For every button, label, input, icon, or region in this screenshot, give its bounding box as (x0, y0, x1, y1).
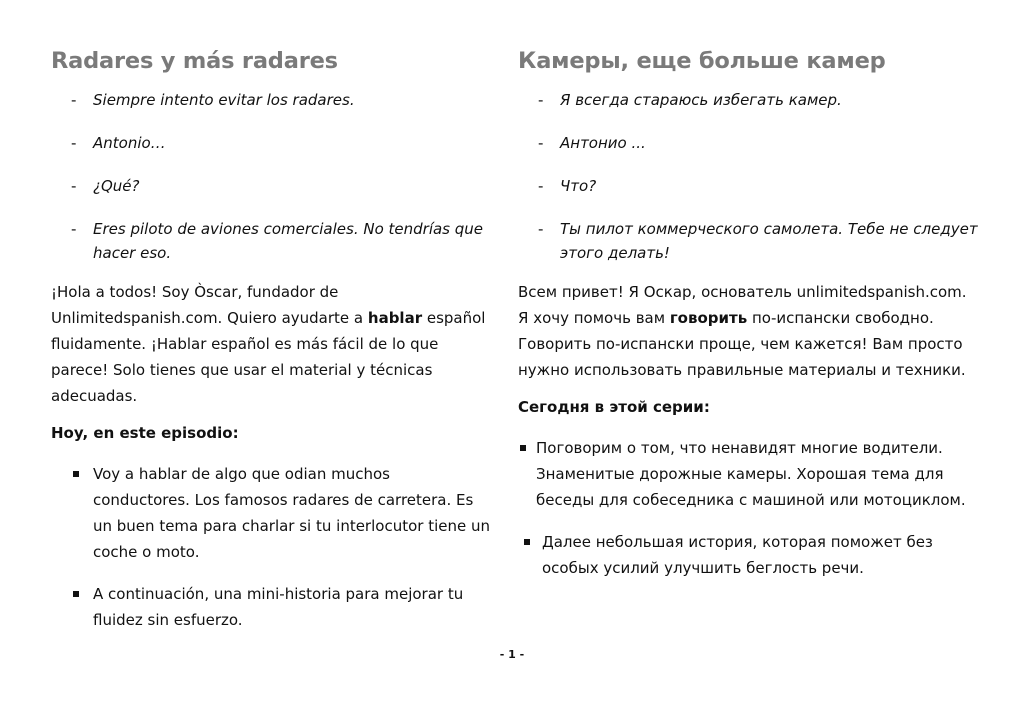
russian-subheading: Сегодня в этой серии: (518, 398, 710, 416)
russian-column (518, 46, 978, 597)
bold-word: говорить (669, 309, 748, 327)
square-bullet-icon (73, 591, 79, 597)
spanish-intro: ¡Hola a todos! Soy Òscar, fundador de Unlimitedspanish.com. Quiero ayudarte a hablar español fluidamente. ¡Hablar español es más fácil de lo que parece! Solo tienes que usar el material y técnicas adecuadas. (51, 283, 486, 405)
spanish-bullets (51, 461, 491, 633)
spanish-dialog (51, 88, 491, 265)
bullet-item: Далее небольшая история, которая поможет без особых усилий улучшить беглость речи. (518, 529, 978, 581)
bullet-item: A continuación, una mini-historia para mejorar tu fluidez sin esfuerzo. (51, 581, 491, 633)
spanish-title: Radares y más radares (51, 48, 338, 74)
dialog-line: - Антонио ... (518, 131, 978, 155)
dash-marker: - (71, 134, 77, 152)
russian-title: Камеры, еще больше камер (518, 48, 886, 74)
square-bullet-icon (73, 471, 79, 477)
dash-marker: - (538, 177, 544, 195)
dash-marker: - (538, 134, 544, 152)
russian-dialog (518, 88, 978, 265)
dialog-line: - ¿Qué? (51, 174, 491, 198)
square-bullet-icon (520, 445, 526, 451)
page-number: - 1 - (499, 648, 525, 661)
dash-marker: - (538, 91, 544, 109)
dialog-line: - Siempre intento evitar los radares. (51, 88, 491, 112)
russian-intro: Всем привет! Я Оскар, основатель unlimitedspanish.com. Я хочу помочь вам говорить по-испански свободно. Говорить по-испански проще, чем кажется! Вам просто нужно использовать правильные материалы и техники. (518, 283, 967, 379)
bullet-item: Поговорим о том, что ненавидят многие водители. Знаменитые дорожные камеры. Хорошая тема для беседы для собеседника с машиной или мотоциклом. (518, 435, 978, 513)
dash-marker: - (71, 91, 77, 109)
dialog-line: - Antonio… (51, 131, 491, 155)
dialog-line: - Eres piloto de aviones comerciales. No tendrías que hacer eso. (51, 217, 491, 265)
dialog-line: - Ты пилот коммерческого самолета. Тебе не следует этого делать! (518, 217, 978, 265)
bold-word: hablar (367, 309, 423, 327)
dash-marker: - (71, 220, 77, 238)
dialog-line: - Я всегда стараюсь избегать камер. (518, 88, 978, 112)
dash-marker: - (538, 220, 544, 238)
spanish-subheading: Hoy, en este episodio: (51, 424, 239, 442)
square-bullet-icon (524, 539, 530, 545)
dialog-line: - Что? (518, 174, 978, 198)
russian-bullets (518, 435, 978, 581)
bullet-item: Voy a hablar de algo que odian muchos conductores. Los famosos radares de carretera. Es un buen tema para charlar si tu interlocutor tiene un coche o moto. (51, 461, 491, 565)
dash-marker: - (71, 177, 77, 195)
spanish-column (51, 46, 491, 649)
